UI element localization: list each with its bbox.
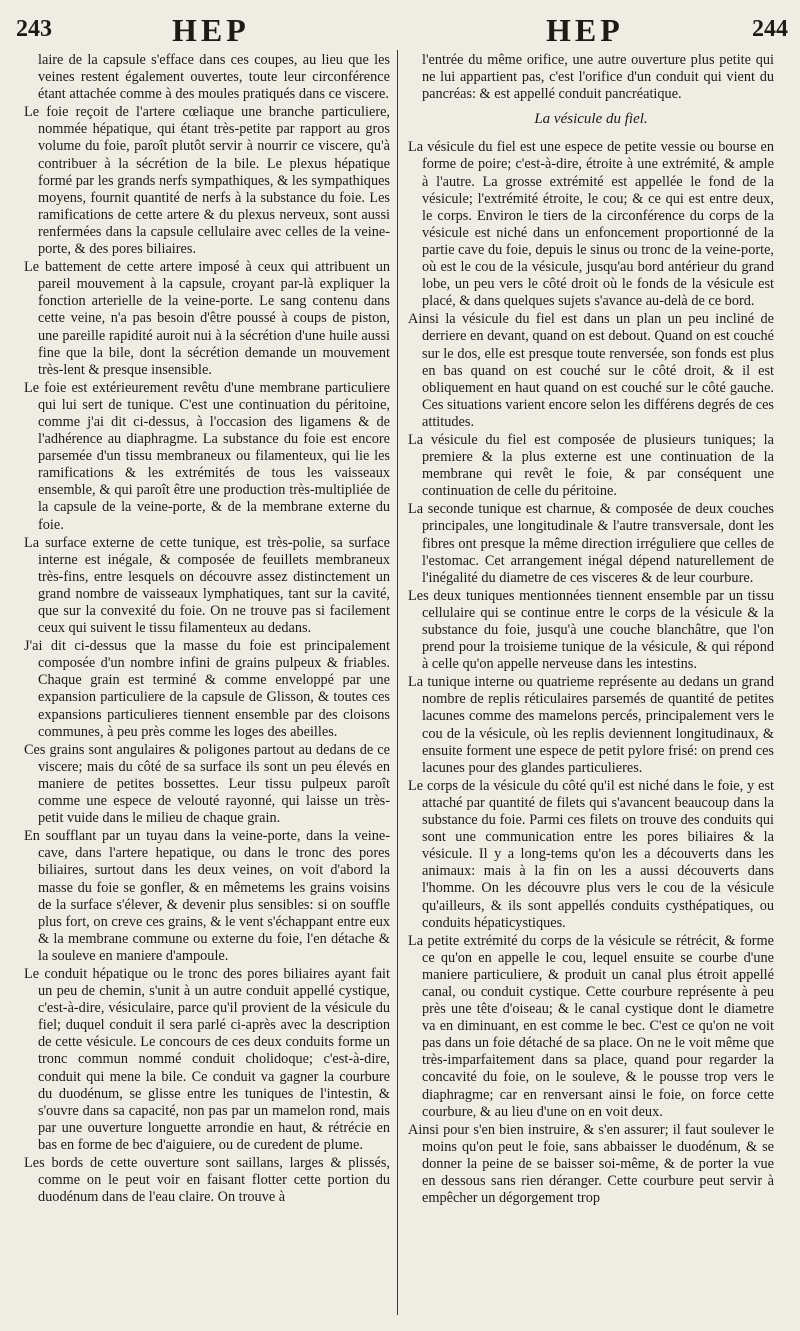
left-running-head: HEP [172, 12, 250, 48]
page-header [0, 14, 800, 48]
paragraph: Le conduit hépatique ou le tronc des pores biliaires ayant fait un peu de chemin, s'unit à un autre conduit appellé cystique, c'est-à-dire, vésiculaire, parce qu'il provient de la vésicule du fiel; duquel conduit il sera parlé ci-après avec la description de cette vésicule. Le concours de ces deux conduits forme un tronc commun nommé conduit cholidoque; c'est-à-dire, conduit qui mene la bile. Ce conduit va gagner la courbure du duodénum, se glisse entre les tuniques de l'intestin, & s'ouvre dans sa capacité, non pas par un mamelon rond, mais par une ouverture longuette arrondie en haut, & rétrécie en bas en forme de bec d'aiguiere, ou de curedent de plume. [24, 965, 390, 1153]
section-title: La vésicule du fiel. [534, 111, 648, 128]
paragraph: Ainsi pour s'en bien instruire, & s'en assurer; il faut soulever le moins qu'on peut le foie, sans abbaisser le duodénum, & se donner la peine de se baisser soi-même, & de porter la vue en dessous sans rien déranger. Cette courbure peut servir à empêcher un dégorgement trop [408, 1121, 774, 1207]
paragraph: J'ai dit ci-dessus que la masse du foie est principalement composée d'un nombre infini de grains pulpeux & friables. Chaque grain est terminé & comme enveloppé par une expansion particuliere de la capsule de Glisson, & toutes ces expansions particulieres tiennent ensemble par des cloisons communes, à peu près comme les loges des abeilles. [24, 638, 390, 740]
paragraph: La seconde tunique est charnue, & composée de deux couches principales, une longitudinale & l'autre transversale, dont les fibres ont presque la même direction irréguliere que celles de l'estomac. Cet arrangement inégal dépend naturellement de l'inégalité du diametre de ces visceres & de leur courbure. [408, 501, 774, 586]
paragraph: La surface externe de cette tunique, est très-polie, sa surface interne est inégale, & composée de feuillets membraneux très-fins, entre lesquels on découvre assez distinctement un grand nombre de vaisseaux lymphatiques, tant sur la cavité, que sur la convexité du foie. On ne trouve pas si facilement ceux qui suivent le tissu filamenteux au dedans. [24, 534, 390, 637]
paragraph: En soufflant par un tuyau dans la veine-porte, dans la veine-cave, dans l'artere hepatique, ou dans le tronc des pores biliaires, surtout dans les deux veines, on voit d'abord la masse du foie se gonfler, & en mêmetems les grains voisins de la surface s'élever, & devenir plus sensibles: si on souffle plus fort, on creve ces grains, & le vent s'échappant entre eux & la membrane commune ou externe du foie, l'en détache & la souleve en maniere d'ampoule. [24, 828, 390, 964]
paragraph: Les deux tuniques mentionnées tiennent ensemble par un tissu cellulaire qui se continue entre le corps de la vésicule & la substance du foie, jusqu'à une couche blanchâtre, que l'on prend pour la troisieme tunique de la vésicule, & qui répond à celle qu'on appelle nerveuse dans les intestins. [408, 587, 774, 673]
paragraph: Ainsi la vésicule du fiel est dans un plan un peu incliné de derriere en devant, quand on est debout. Quand on est couché sur le dos, elle est presque toute renversée, son fonds est plus en bas quand on est couché sur le côté droit, & il est obliquement en haut quand on est couché sur le côté gauche. Ces situations varient encore selon les différens degrés de ces attitudes. [408, 311, 774, 430]
left-column [24, 52, 390, 1324]
paragraph: Le foie est extérieurement revêtu d'une membrane particuliere qui lui sert de tunique. C'est une continuation du péritoine, comme j'ai dit ci-dessus, à l'occasion des ligamens & de l'adhérence au diaphragme. La substance du foie est encore parsemée d'un tissu membraneux ou filamenteux, qui lie les ramifications & les extrémités de tous les vaisseaux ensemble, & qui paroît être une production très-multipliée de la capsule de la veine-porte, & de la membrane externe du foie. [24, 379, 390, 533]
paragraph: Les bords de cette ouverture sont saillans, larges & plissés, comme on le peut voir en faisant flotter cette portion du duodénum dans de l'eau claire. On trouve à [24, 1155, 390, 1206]
right-page-number: 244 [752, 16, 788, 42]
paragraph: Le foie reçoit de l'artere cœliaque une branche particuliere, nommée hépatique, qui étant très-petite par rapport au gros volume du foie, paroît plutôt servir à nourrir ce viscere, qu'à contribuer à la sécrétion de la bile. Le plexus hépatique formé par les grands nerfs sympathiques, & les sympathiques moyens, fournit quantité de nerfs à la substance du foie. Les ramifications de cette artere & du plexus nerveux, sont aussi renfermées dans la capsule cellulaire avec celles de la veine-porte, & des pores biliaires. [24, 104, 390, 258]
paragraph: La vésicule du fiel est composée de plusieurs tuniques; la premiere & la plus externe est une continuation de la membrane qui revêt le foie, & par conséquent une continuation de celle du péritoine. [408, 431, 774, 500]
paragraph: laire de la capsule s'efface dans ces coupes, au lieu que les veines restent également ouvertes, toute leur circonférence étant attachée comme à des moules pratiqués dans ce viscere. [38, 52, 390, 103]
paragraph: Le corps de la vésicule du côté qu'il est niché dans le foie, y est attaché par quantité de filets qui s'avancent beaucoup dans la substance du foie. Parmi ces filets on trouve des conduits qui sont une communication entre les pores biliaires & la vésicule. Il y a long-tems qu'on les a découverts dans les animaux: mais à la fin on les a aussi découverts dans l'homme. On les découvre plus vers le cou de la vésicule qu'ailleurs, & ils sont appellés conduits cysthépatiques, ou conduits hépaticystiques. [408, 777, 774, 931]
paragraph: Le battement de cette artere imposé à ceux qui attribuent un pareil mouvement à la capsule, croyant par-là expliquer la fonction arterielle de la veine-porte. Le sang contenu dans cette veine, n'a pas besoin d'être poussé à coups de piston, une pareille rapidité auroit nui à la sécrétion d'une huile aussi fine que la bile, dont la sécrétion demande un mouvement très-lent & presque insensible. [24, 259, 390, 378]
column-divider [397, 50, 398, 1315]
paragraph: La petite extrémité du corps de la vésicule se rétrécit, & forme ce qu'on en appelle le cou, lequel ensuite se courbe d'une maniere particuliere, & produit un canal plus étroit appellé canal, ou conduit cystique. Cette courbure représente à peu près une tête d'oiseau; & le canal cystique dont le diametre va en diminuant, en est comme le bec. C'est ce qu'on ne voit pas dans un foie détaché de sa place. On ne le voit même que très-imparfaitement dans sa place, quand pour regarder la concavité du foie, on le souleve, & le pousse trop vers le diaphragme; car en renversant ainsi le foie, on force cette courbure, & au lieu d'une on en voit deux. [408, 932, 774, 1120]
left-page-number: 243 [16, 16, 52, 42]
right-running-head: HEP [546, 12, 624, 48]
paragraph: La vésicule du fiel est une espece de petite vessie ou bourse en forme de poire; c'est-à-dire, étroite à une extrémité, & ample à l'autre. La grosse extrémité est appellée le fond de la vésicule; l'extrémité étroite, le cou; & ce qui est entre deux, le corps. Environ le tiers de la circonférence du corps de la vésicule est niché dans un enfoncement proportionné de la partie cave du foie, depuis le sinus ou tronc de la veine-porte, où est le cou de la vésicule, jusqu'au bord antérieur du grand lobe, un peu vers le côté droit où le fonds de la vésicule est placé, & dans quelques sujets s'avance au-delà de ce bord. [408, 139, 774, 310]
paragraph: l'entrée du même orifice, une autre ouverture plus petite qui ne lui appartient pas, c'est l'orifice d'un conduit qui vient du pancréas: & est appellé conduit pancréatique. [422, 52, 774, 103]
right-column [408, 52, 774, 1324]
paragraph: Ces grains sont angulaires & poligones partout au dedans de ce viscere; mais du côté de sa surface ils sont un peu élevés en maniere de petites bossettes. Leur tissu pulpeux paroît comme une espece de velouté rayonné, qui laisse un très-petit vuide dans le milieu de chaque grain. [24, 741, 390, 827]
paragraph: La tunique interne ou quatrieme représente au dedans un grand nombre de replis réticulaires parsemés de quantité de petites lacunes comme des mamelons percés, principalement vers le cou de la vésicule, où les replis deviennent longitudinaux, & ensuite forment une espece de petit pylore frisé: on prend ces lacunes pour des glandes particulieres. [408, 674, 774, 776]
